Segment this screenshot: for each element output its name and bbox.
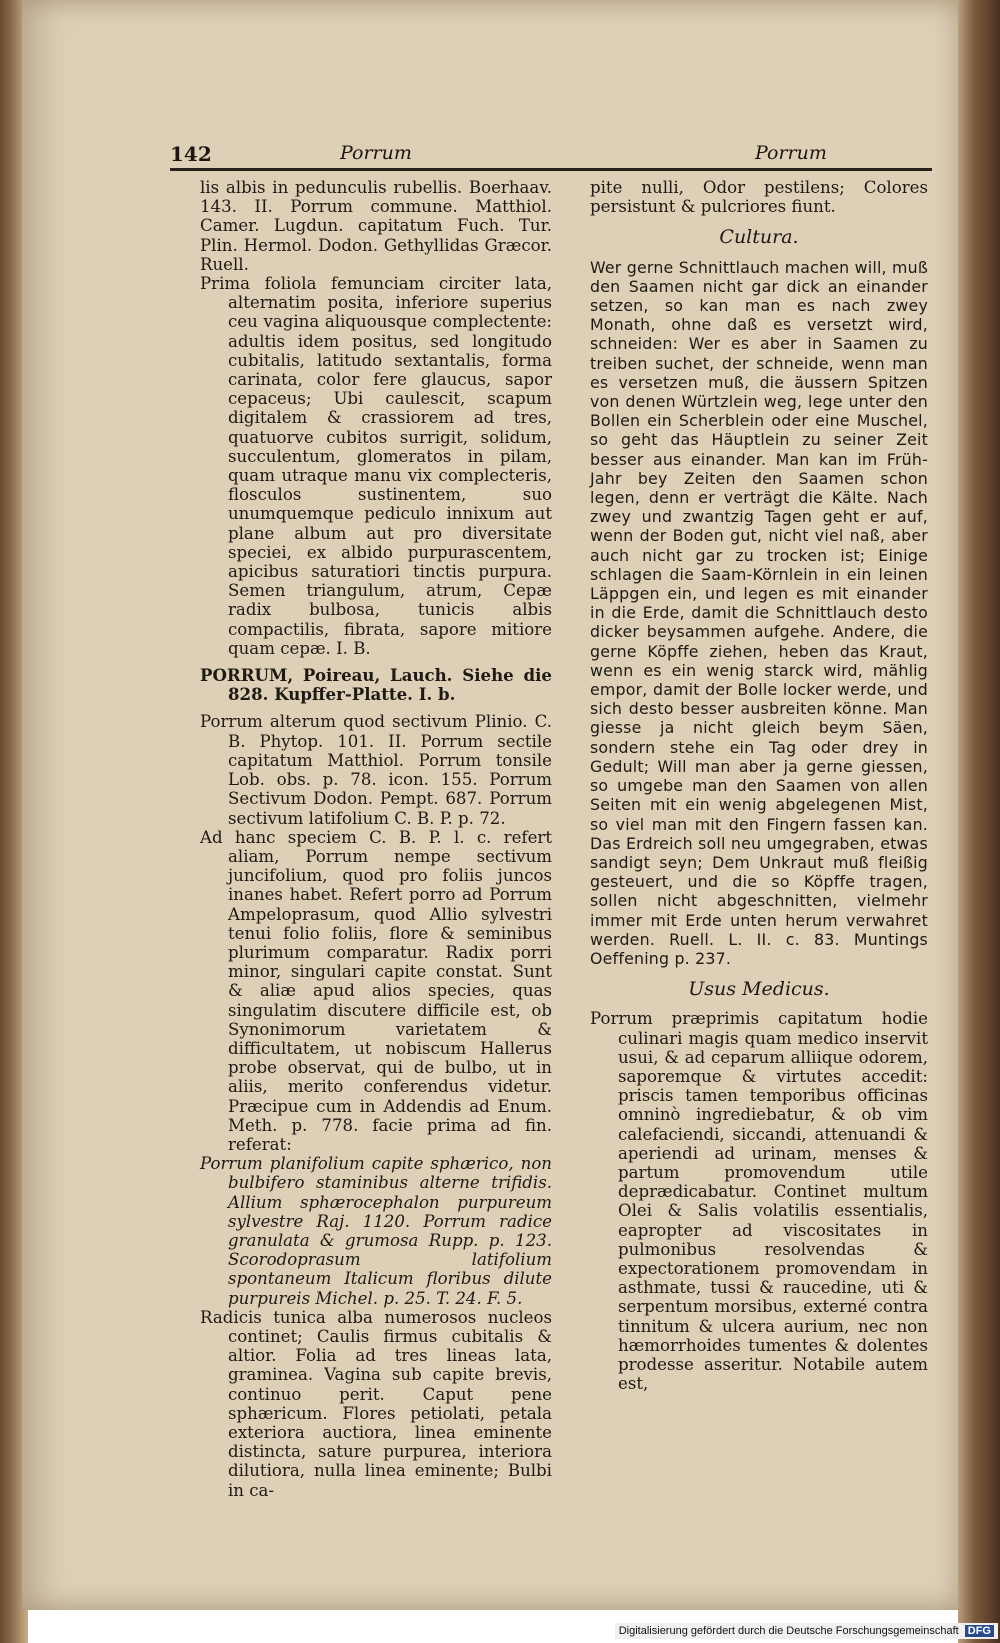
page-number: 142	[170, 142, 212, 166]
footer-text: Digitalisierung gefördert durch die Deutsche Forschungsgemeinschaft	[618, 1625, 959, 1637]
paragraph: Prima foliola femunciam circiter lata, alternatim posita, inferiore superius ceu vagina aliquousque complectente: adultis idem positus, sed longitudo cubitalis, latitudo sextantalis, forma carinata, color fere glaucus, sapor cepaceus; Ubi caulescit, scapum digitalem & crassiorem ad tres, quatuorve cubitos surrigit, solidum, succulentum, glomeratos in pilam, quam utraque manu vix complecteris, flosculos sustinentem, suo unumquemque pediculo innixum aut plane album aut pro diversitate speciei, ex albido purpurascentem, apicibus saturatiori tinctis purpura. Semen triangulum, atrum, Cepæ radix bulbosa, tunicis albis compactilis, fibrata, sapore mitiore quam cepæ. I. B.	[200, 274, 552, 658]
paragraph: Porrum planifolium capite sphærico, non bulbifero staminibus alterne trifidis. Allium sphærocephalon purpureum sylvestre Raj. 1120. Porrum radice granulata & grumosa Rupp. p. 123. Scorodoprasum latifolium spontaneum Italicum floribus dilute purpureis Michel. p. 25. T. 24. F. 5.	[200, 1154, 552, 1308]
book-edge-right	[958, 0, 1000, 1643]
section-title-cultura: Cultura.	[719, 226, 799, 249]
digitization-footer	[615, 1623, 998, 1639]
paragraph: Porrum alterum quod sectivum Plinio. C. B. Phytop. 101. II. Porrum sectile capitatum Matthiol. Porrum tonsile Lob. obs. p. 78. icon. 155. Porrum Sectivum Dodon. Pempt. 687. Porrum sectivum latifolium C. B. P. p. 72.	[200, 712, 552, 828]
paragraph: pite nulli, Odor pestilens; Colores persistunt & pulcriores fiunt.	[590, 178, 928, 217]
paragraph: Radicis tunica alba numerosos nucleos continet; Caulis firmus cubitalis & altior. Folia ad tres lineas lata, graminea. Vagina sub capite brevis, continuo perit. Caput pene sphæricum. Flores petiolati, petala exteriora auctiora, linea eminente distincta, sature purpurea, interiora dilutiora, nulla linea eminente; Bulbi in ca-	[200, 1307, 552, 1500]
left-column	[200, 178, 552, 1500]
running-head-right: Porrum	[755, 142, 827, 164]
paragraph: Porrum præprimis capitatum hodie culinari magis quam medico inservit usui, & ad ceparum alliique odorem, saporemque & virtutes accedit: priscis tamen temporibus officinas omninò ingrediebatur, & ob vim calefaciendi, siccandi, attenuandi & aperiendi ad urinam, menses & partum promovendum utile deprædicabatur. Continet multum Olei & Salis volatilis essentialis, eapropter ad viscositates in pulmonibus resolvendas & expectorationem promovendam in asthmate, tussi & raucedine, uti & serpentum morsibus, externé contra tinnitum & ulcera aurium, nec non hæmorrhoides tumentes & dolentes prodesse asseritur. Notabile autem est,	[590, 1009, 928, 1394]
entry-heading: PORRUM, Poireau, Lauch. Siehe die 828. Kupffer-Platte. I. b.	[200, 665, 552, 705]
dfg-logo: DFG	[965, 1625, 994, 1637]
header-rule	[170, 168, 932, 171]
paragraph: lis albis in pedunculis rubellis. Boerhaav. 143. II. Porrum commune. Matthiol. Camer. Lugdun. capitatum Fuch. Tur. Plin. Hermol. Dodon. Gethyllidas Græcor. Ruell.	[200, 178, 552, 274]
section-title-usus-medicus: Usus Medicus.	[688, 978, 830, 1001]
paragraph: Ad hanc speciem C. B. P. l. c. refert aliam, Porrum nempe sectivum juncifolium, quod pro foliis juncos inanes habet. Refert porro ad Porrum Ampeloprasum, quod Allio sylvestri tenui folio foliis, flore & seminibus plurimum comparatur. Radix porri minor, singulari capite constat. Sunt & aliæ apud alios species, quas singulatim discutere difficile est, ob Synonimorum varietatem & difficultatem, ut nobiscum Hallerus probe observat, qui de bulbo, ut in aliis, merito conferendus videtur. Præcipue cum in Addendis ad Enum. Meth. p. 778. facie prima ad fin. referat:	[200, 827, 552, 1154]
right-column	[590, 178, 928, 1393]
running-head-left: Porrum	[340, 142, 412, 164]
paragraph: Wer gerne Schnittlauch machen will, muß den Saamen nicht gar dick an einander setzen, so kan man es nach zwey Monath, ohne daß es versetzt wird, schneiden: Wer es aber in Saamen zu treiben suchet, der schneide, wenn man es versetzen muß, die äussern Spitzen von denen Würtzlein weg, lege unter den Bollen ein Scherblein oder eine Muschel, so geht das Häuptlein zu seiner Zeit besser aus einander. Man kan im Früh-Jahr bey Zeiten den Saamen schon legen, denn er verträgt die Kälte. Nach zwey und zwantzig Tagen geht er auf, wenn der Boden gut, nicht viel naß, aber auch nicht gar zu trocken ist; Einige schlagen die Saam-Körnlein in ein leinen Läppgen ein, und legen es mit einander in die Erde, damit die Schnittlauch desto dicker beysammen aufgehe. Andere, die gerne Köpffe ziehen, heben das Kraut, wenn es ein wenig starck wird, mählig empor, damit der Bolle locker werde, und sich desto besser ausbreiten könne. Man giesse ja nicht gleich beym Säen, sondern stehe ein Tag oder drey in Gedult; Will man aber ja gerne giessen, so umgebe man den Saamen von allen Seiten mit ein wenig abgelegenen Mist, so viel man mit den Fingern fassen kan. Das Erdreich soll neu umgegraben, etwas sandigt seyn; Dem Unkraut muß fleißig gesteuert, und die so Köpffe tragen, sollen nicht abgeschnitten, vielmehr immer mit Erde unten herum verwahret werden. Ruell. L. II. c. 83. Muntings Oeffening p. 237.	[590, 257, 928, 968]
